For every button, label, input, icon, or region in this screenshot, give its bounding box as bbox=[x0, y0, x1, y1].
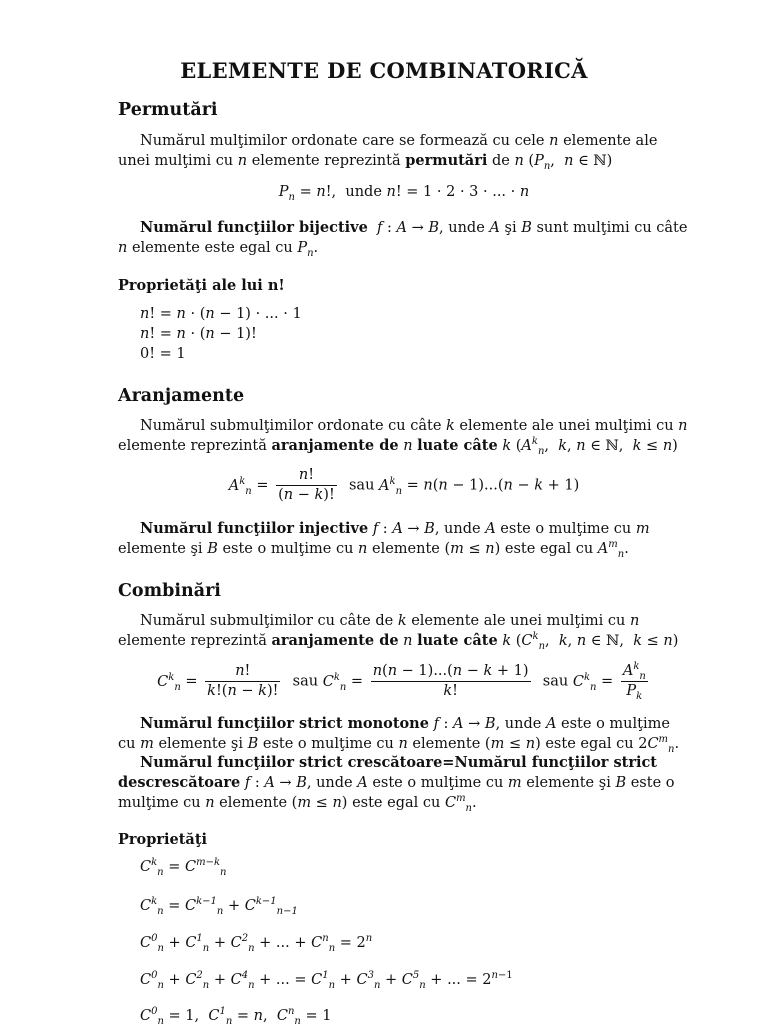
permutari-bijective: Numărul funcţiilor bijective f : A → B, unde A şi B sunt mulţimi cu câte n elemente este egal cu $P_n$. bbox=[118, 219, 688, 259]
property-pascal: $C^k_n = C^{k-1}_n + C^{k-1}_{n-1}$ bbox=[140, 896, 298, 917]
aranjamente-definition: Numărul submulţimilor ordonate cu câte k elemente ale unei mulţimi cu n elemente reprezintă aranjamente de n luate câte k ($A^k_n$, k, n ∈ ℕ, k ≤ n) bbox=[118, 418, 688, 457]
permutari-definition: Numărul mulţimilor ordonate care se formează cu cele n elemente ale unei mulţimi cu n elemente reprezintă permutări de n ($P_n$, n ∈ ℕ) bbox=[118, 133, 658, 172]
subsection-heading-proprietati: Proprietăţi bbox=[118, 831, 208, 848]
aranjamente-injective: Numărul funcţiilor injective f : A → B, unde A este o mulţime cu m elemente şi B este o mulţime cu n elemente (m ≤ n) este egal cu $A^m_n$. bbox=[118, 520, 650, 560]
aranjamente-formula: $A^k_n$ = $\frac{n!}{(n - k)!}$ sau $A^k_n = n(n - 1)...(n - k + 1)$ bbox=[228, 467, 580, 503]
section-heading-combinari: Combinări bbox=[118, 581, 221, 601]
section-heading-aranjamente: Aranjamente bbox=[118, 386, 245, 406]
property-sum: $C^0_n + C^1_n + C^2_n$ + ... + $C^n_n = 2^n$ bbox=[140, 933, 373, 954]
property-special-values: $C^0_n = 1$, $C^1_n = n$, $C^n_n = 1$ bbox=[140, 1006, 332, 1027]
property-even-odd: $C^0_n + C^2_n + C^4_n$ + ... = $C^1_n + C^3_n + C^5_n$ + ... = $2^{n-1}$ bbox=[140, 970, 513, 991]
factorial-properties: n! = n · (n − 1) · ... · 1 n! = n · (n − 1)! 0! = 1 bbox=[140, 306, 302, 362]
page-title: ELEMENTE DE COMBINATORICĂ bbox=[180, 58, 588, 83]
permutari-formula: $P_n = n$!, unde n! = 1 · 2 · 3 · ... · n bbox=[278, 184, 530, 203]
subsection-heading-factorial: Proprietăţi ale lui n! bbox=[118, 277, 285, 294]
combinari-definition: Numărul submulţimilor cu câte de k elemente ale unei mulţimi cu n elemente reprezintă aranjamente de n luate câte k ($C^k_n$, k, n ∈ ℕ, k ≤ n) bbox=[118, 613, 679, 652]
property-complement: $C^k_n = C^{m-k}_n$ bbox=[140, 857, 227, 878]
combinari-strict: Numărul funcţiilor strict crescătoare=Numărul funcţiilor strict descrescătoare f : A → B, unde A este o mulţime cu m elemente şi B este o mulţime cu n elemente (m ≤ n) este egal cu $C^m_n$. bbox=[118, 754, 675, 814]
combinari-formula: $C^k_n$ = $\frac{n!}{k!(n - k)!}$ sau $C^k_n$ = $\frac{n(n - 1)...(n - k + 1)}{k!}$ sau $C^k_n$ = $\frac{A^k_n}{P_k}$ bbox=[157, 661, 646, 702]
combinari-monotone: Numărul funcţiilor strict monotone f : A → B, unde A este o mulţime cu m elemente şi B este o mulţime cu n elemente (m ≤ n) este egal cu $2C^m_n$. bbox=[118, 715, 680, 755]
section-heading-permutari: Permutări bbox=[118, 100, 218, 120]
